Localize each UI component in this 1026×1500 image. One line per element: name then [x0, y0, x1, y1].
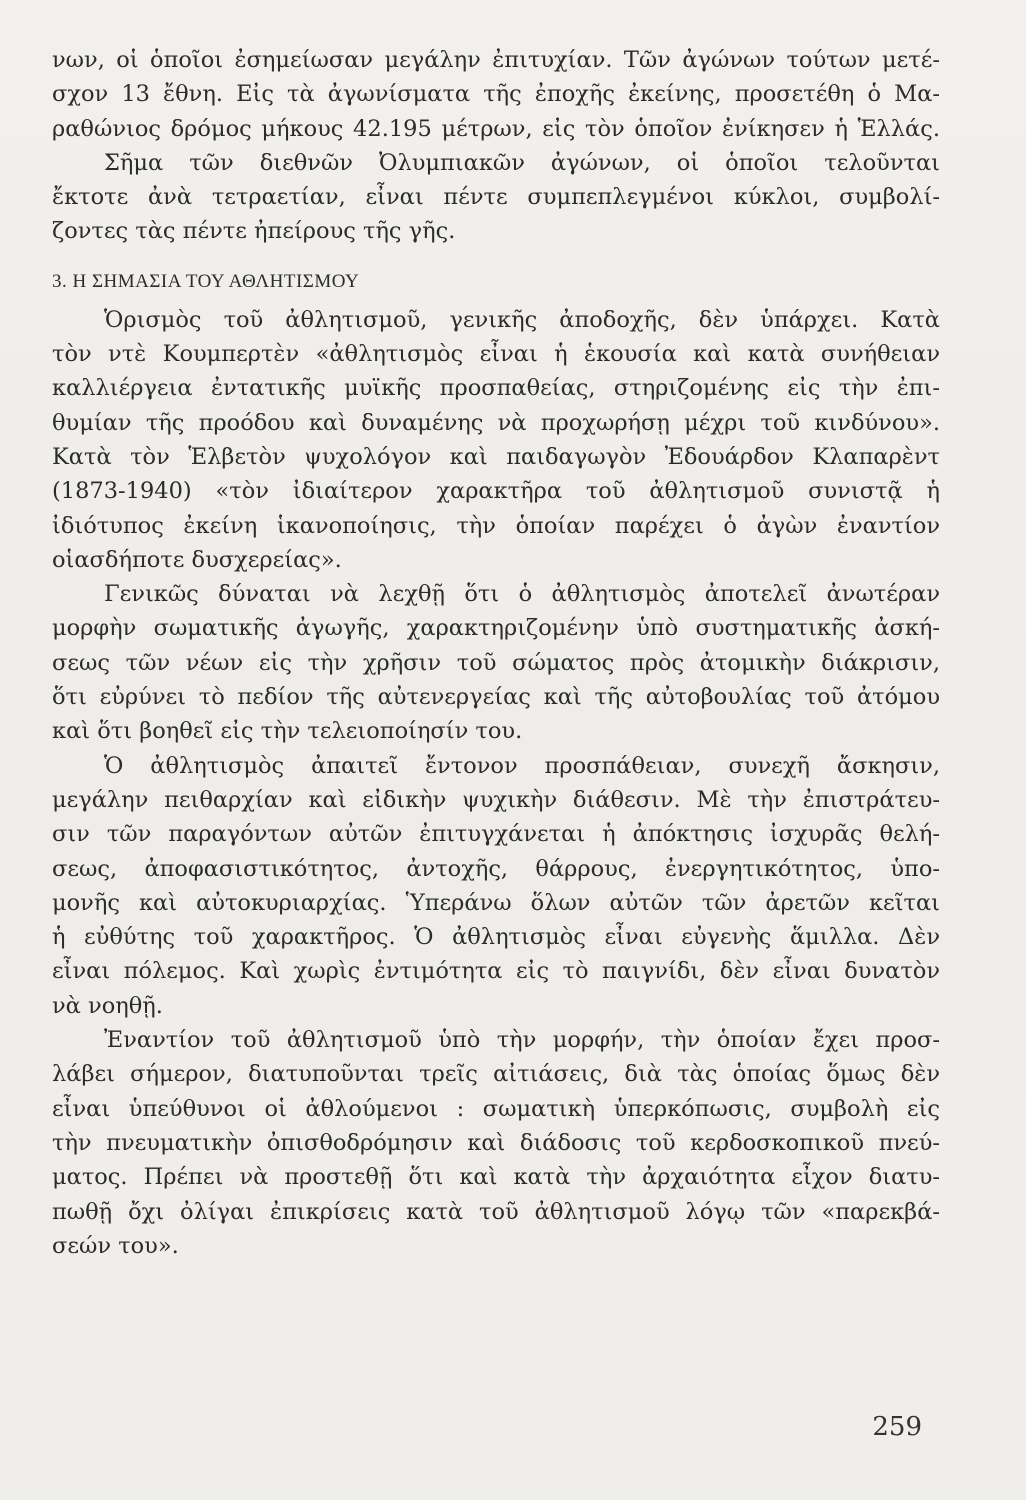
text-line: Κατὰ τὸν Ἑλβετὸν ψυχολόγον καὶ παιδαγωγὸν Ἐδουάρδον Κλαπαρὲντ [52, 443, 940, 470]
page-text [52, 43, 940, 1263]
text-line: καλλιέργεια ἐντατικῆς μυϊκῆς προσπαθείας, στηριζομένης εἰς τὴν ἐπι- [52, 375, 940, 402]
text-line: μορφὴν σωματικῆς ἀγωγῆς, χαρακτηριζομένην ὑπὸ συστηματικῆς ἀσκή- [52, 615, 940, 642]
text-line: ὅτι εὐρύνει τὸ πεδίον τῆς αὐτενεργείας καὶ τῆς αὐτοβουλίας τοῦ ἀτόμου [52, 684, 940, 711]
text-line: Γενικῶς δύναται νὰ λεχθῇ ὅτι ὁ ἀθλητισμὸς ἀποτελεῖ ἀνωτέραν [104, 581, 940, 608]
text-line: ραθώνιος δρόμος μήκους 42.195 μέτρων, εἰς τὸν ὁποῖον ἐνίκησεν ἡ Ἑλλάς. [52, 115, 940, 142]
text-line: ματος. Πρέπει νὰ προστεθῇ ὅτι καὶ κατὰ τὴν ἀρχαιότητα εἶχον διατυ- [52, 1164, 940, 1191]
text-line: (1873-1940) «τὸν ἰδιαίτερον χαρακτῆρα τοῦ ἀθλητισμοῦ συνιστᾷ ἡ [52, 478, 940, 505]
text-line: μονῆς καὶ αὐτοκυριαρχίας. Ὑπεράνω ὅλων αὐτῶν τῶν ἀρετῶν κεῖται [52, 889, 940, 916]
text-line: Ὁρισμὸς τοῦ ἀθλητισμοῦ, γενικῆς ἀποδοχῆς, δὲν ὑπάρχει. Κατὰ [104, 306, 940, 333]
text-line: θυμίαν τῆς προόδου καὶ δυναμένης νὰ προχωρήσῃ μέχρι τοῦ κινδύνου». [52, 409, 940, 436]
text-line: τὴν πνευματικὴν ὀπισθοδρόμησιν καὶ διάδοσις τοῦ κερδοσκοπικοῦ πνεύ- [52, 1129, 940, 1156]
text-line: εἶναι ὑπεύθυνοι οἱ ἀθλούμενοι : σωματικὴ ὑπερκόπωσις, συμβολὴ εἰς [52, 1095, 940, 1122]
text-line: Σῆμα τῶν διεθνῶν Ὀλυμπιακῶν ἀγώνων, οἱ ὁποῖοι τελοῦνται [104, 149, 940, 176]
text-line: ζοντες τὰς πέντε ἠπείρους τῆς γῆς. [52, 218, 456, 245]
text-line: ἰδιότυπος ἐκείνη ἱκανοποίησις, τὴν ὁποίαν παρέχει ὁ ἀγὼν ἐναντίον [52, 512, 940, 539]
text-line: ἔκτοτε ἀνὰ τετραετίαν, εἶναι πέντε συμπεπλεγμένοι κύκλοι, συμβολί- [52, 184, 940, 211]
text-line: καὶ ὅτι βοηθεῖ εἰς τὴν τελειοποίησίν του. [52, 718, 523, 745]
text-line: πωθῇ ὄχι ὀλίγαι ἐπικρίσεις κατὰ τοῦ ἀθλητισμοῦ λόγῳ τῶν «παρεκβά- [52, 1198, 940, 1225]
text-line: μεγάλην πειθαρχίαν καὶ εἰδικὴν ψυχικὴν διάθεσιν. Μὲ τὴν ἐπιστράτευ- [52, 786, 940, 813]
text-line: νὰ νοηθῇ. [52, 992, 163, 1019]
text-line: νων, οἱ ὁποῖοι ἐσημείωσαν μεγάλην ἐπιτυχίαν. Τῶν ἀγώνων τούτων μετέ- [52, 47, 940, 73]
text-line: σεών του». [52, 1232, 179, 1259]
text-line: ἡ εὐθύτης τοῦ χαρακτῆρος. Ὁ ἀθλητισμὸς εἶναι εὐγενὴς ἅμιλλα. Δὲν [52, 924, 940, 951]
page-number: 259 [872, 1412, 922, 1442]
text-line: σχον 13 ἔθνη. Εἰς τὰ ἀγωνίσματα τῆς ἐποχῆς ἐκείνης, προσετέθη ὁ Μα- [52, 81, 940, 108]
text-line: σεως, ἀποφασιστικότητος, ἀντοχῆς, θάρρους, ἐνεργητικότητος, ὑπο- [52, 855, 940, 882]
section-heading: 3. Η ΣΗΜΑΣΙΑ ΤΟΥ ΑΘΛΗΤΙΣΜΟΥ [52, 270, 360, 292]
text-line: Ἐναντίον τοῦ ἀθλητισμοῦ ὑπὸ τὴν μορφήν, τὴν ὁποίαν ἔχει προσ- [104, 1027, 940, 1054]
text-line: τὸν ντὲ Κουμπερτὲν «ἀθλητισμὸς εἶναι ἡ ἑκουσία καὶ κατὰ συνήθειαν [52, 341, 940, 368]
text-line: σιν τῶν παραγόντων αὐτῶν ἐπιτυγχάνεται ἡ ἀπόκτησις ἰσχυρᾶς θελή- [52, 821, 940, 848]
text-line: λάβει σήμερον, διατυποῦνται τρεῖς αἰτιάσεις, διὰ τὰς ὁποίας ὅμως δὲν [52, 1061, 940, 1088]
text-line: σεως τῶν νέων εἰς τὴν χρῆσιν τοῦ σώματος πρὸς ἀτομικὴν διάκρισιν, [52, 649, 940, 676]
text-line: εἶναι πόλεμος. Καὶ χωρὶς ἐντιμότητα εἰς τὸ παιγνίδι, δὲν εἶναι δυνατὸν [52, 958, 940, 985]
text-line: Ὁ ἀθλητισμὸς ἀπαιτεῖ ἔντονον προσπάθειαν, συνεχῆ ἄσκησιν, [104, 752, 940, 779]
text-line: οἱασδήποτε δυσχερείας». [52, 546, 342, 573]
